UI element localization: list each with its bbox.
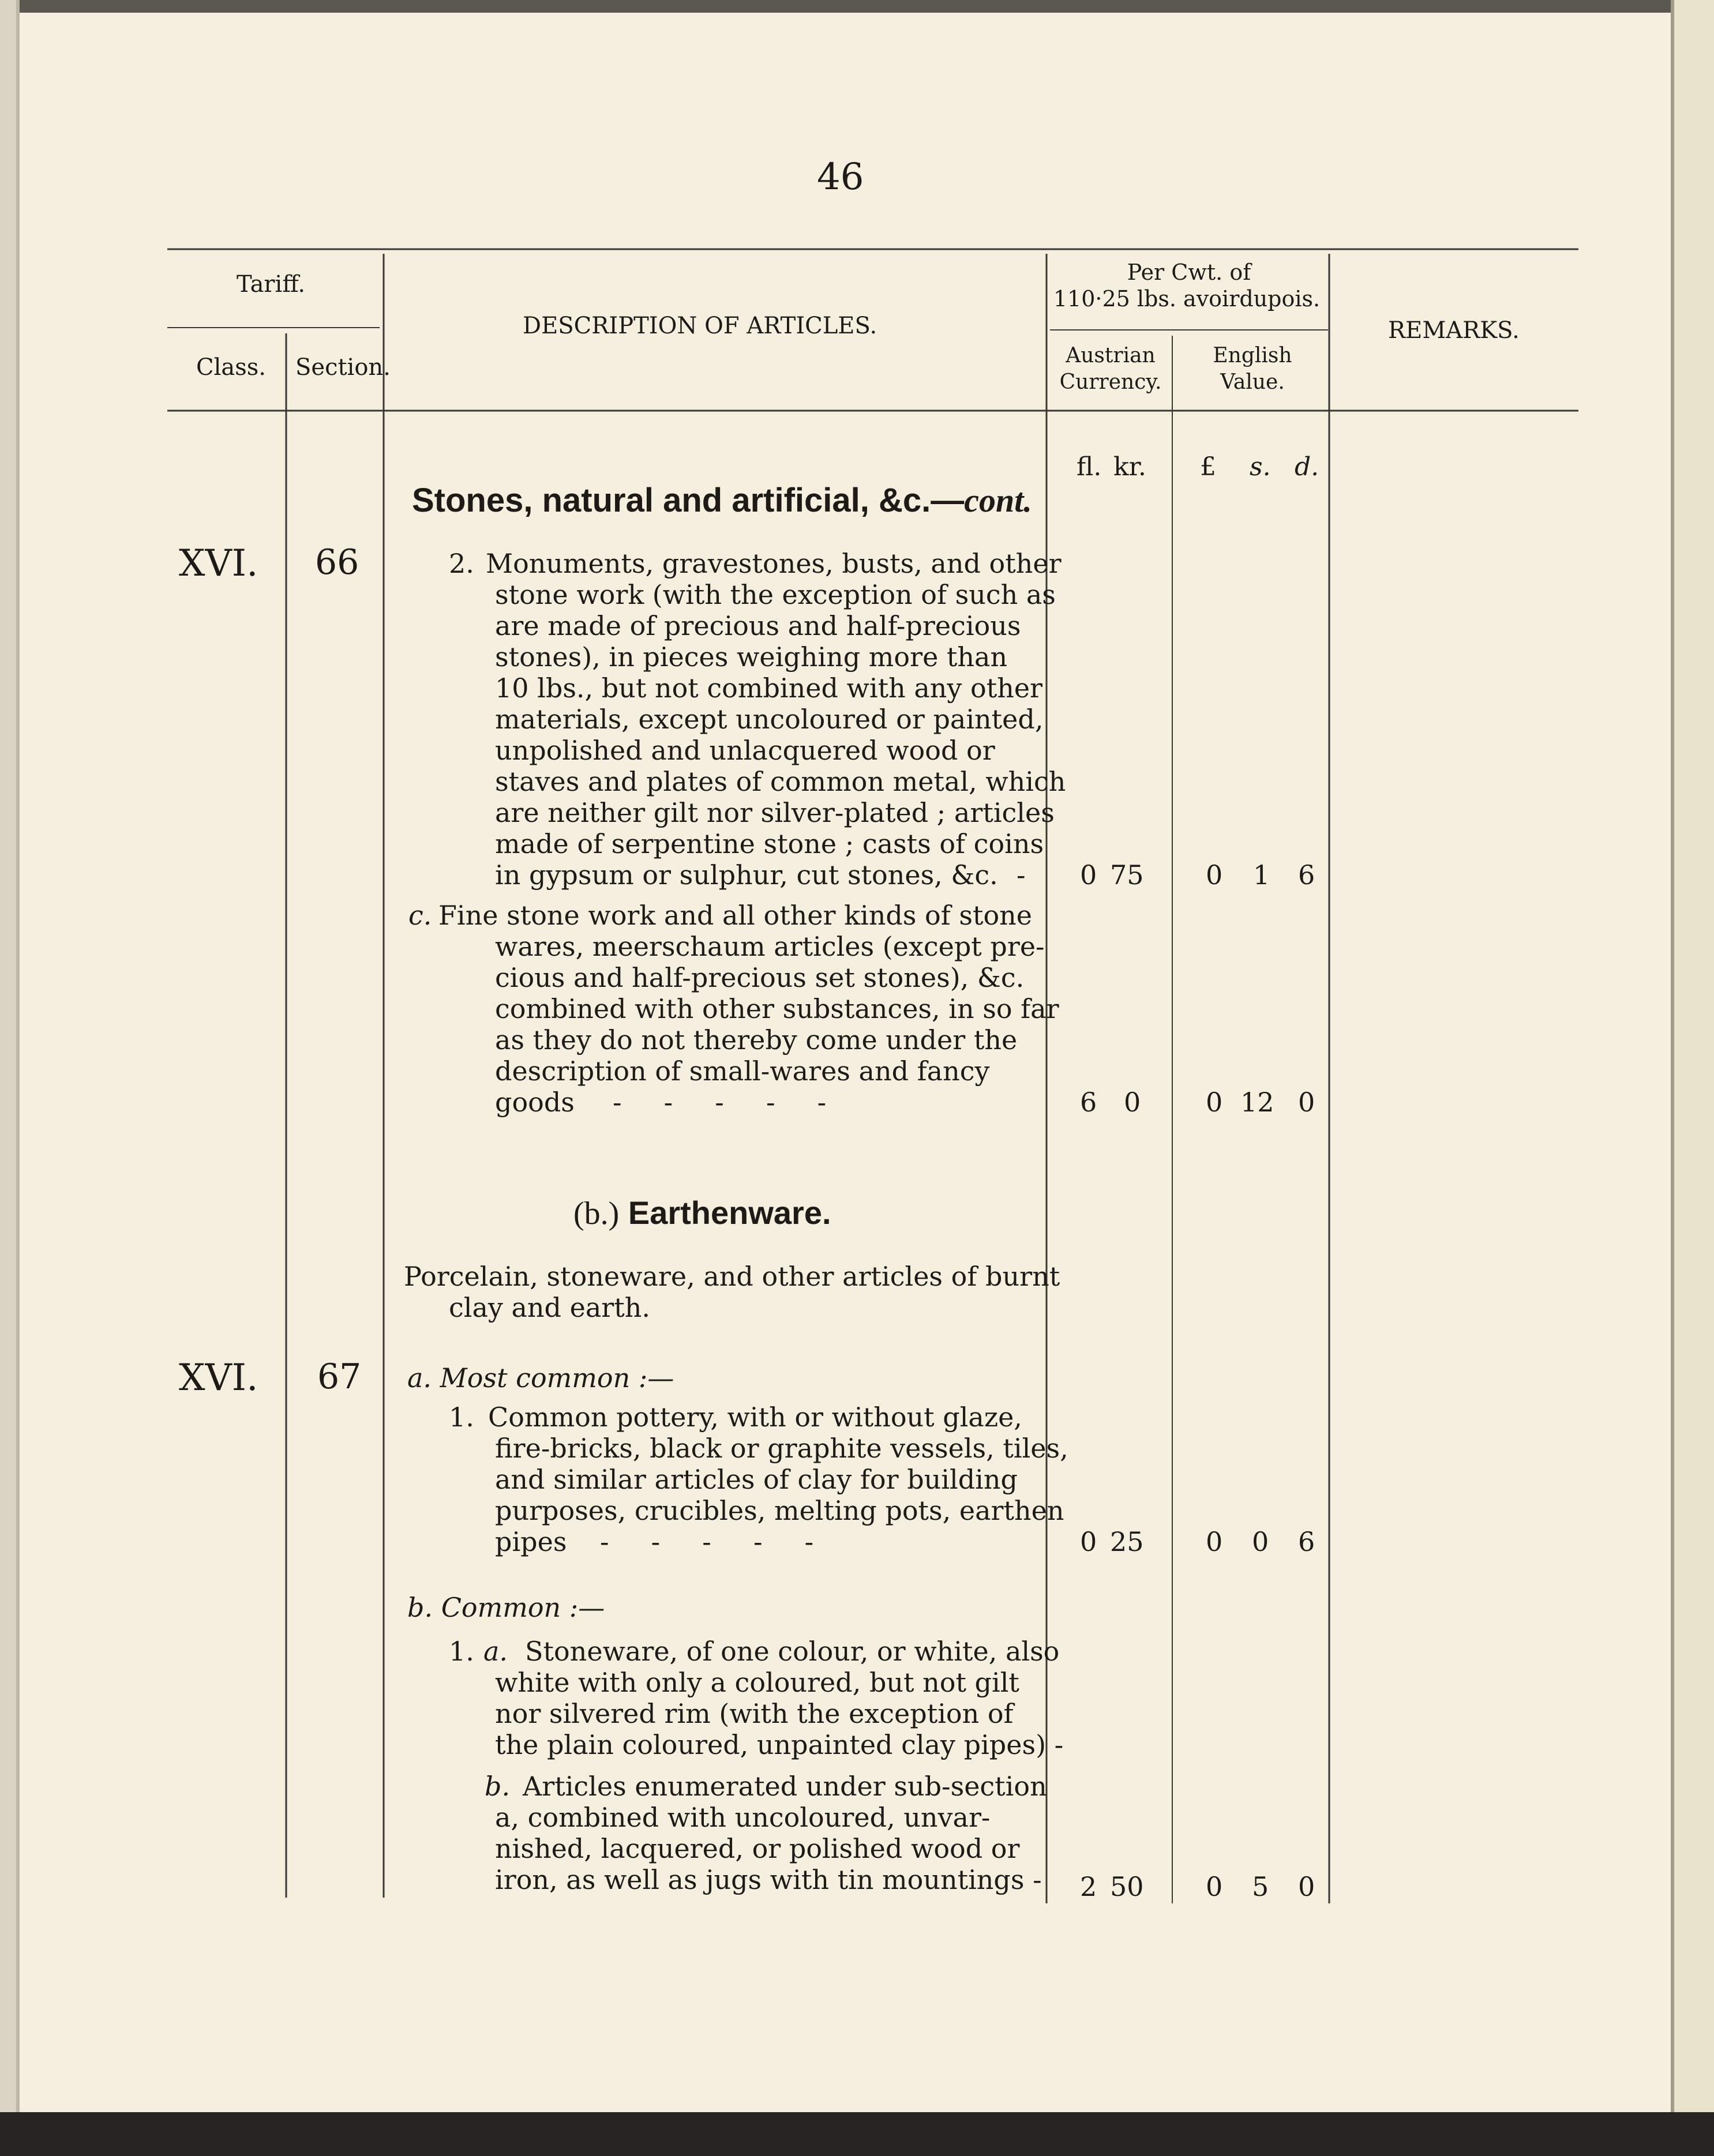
item2-number: 2.	[449, 548, 474, 579]
unit-pence-text: d.	[1295, 452, 1319, 482]
header-english-1: English	[1213, 344, 1292, 367]
b-shillings: 5	[1252, 1871, 1269, 1902]
itemc-line-3: cious and half-precious set stones), &c.	[495, 962, 1025, 993]
item2-line-9: are neither gilt nor silver-plated ; articles	[495, 797, 1055, 828]
b-pounds: 0	[1206, 1871, 1223, 1902]
b1a-line-4: the plain coloured, unpainted clay pipes) -	[495, 1729, 1064, 1760]
b1a-label: a.	[483, 1636, 508, 1667]
itemc-line-1: Fine stone work and all other kinds of stone	[438, 900, 1033, 931]
itemc-line-7: goods	[495, 1087, 575, 1118]
unit-fl: fl.	[1077, 452, 1102, 482]
item2-line-4: stones), in pieces weighing more than	[495, 641, 1008, 673]
top-edge	[0, 0, 1714, 13]
b-heading: b. Common :—	[407, 1592, 605, 1623]
itemc-pounds: 0	[1206, 1087, 1223, 1118]
b-kr: 50	[1110, 1871, 1144, 1902]
item2-shillings: 1	[1253, 859, 1270, 891]
class-xvi-67: XVI.	[179, 1357, 258, 1399]
item2-line-3: are made of precious and half-precious	[495, 610, 1021, 641]
heading-earthenware-label: (b.)	[573, 1196, 620, 1231]
a1-line-3: and similar articles of clay for building	[495, 1464, 1018, 1495]
header-austrian-2: Currency.	[1059, 370, 1162, 394]
b1a-line-3: nor silvered rim (with the exception of	[495, 1698, 1014, 1729]
section-66: 66	[315, 542, 359, 583]
itemc-line-6: description of small-wares and fancy	[495, 1056, 990, 1087]
a1-line-2: fire-bricks, black or graphite vessels, tiles,	[495, 1433, 1068, 1464]
item2-pounds: 0	[1206, 859, 1223, 891]
item2-line-2: stone work (with the exception of such as	[495, 579, 1056, 610]
item2-line-1: Monuments, gravestones, busts, and other	[486, 548, 1062, 579]
item2-pence: 6	[1298, 859, 1315, 891]
b1b-line-2: a, combined with uncoloured, unvar-	[495, 1802, 991, 1833]
b1a-line-2: white with only a coloured, but not gilt	[495, 1667, 1019, 1698]
unit-pence	[1295, 452, 1319, 482]
itemc-line-4: combined with other substances, in so far	[495, 993, 1059, 1024]
header-remarks: REMARKS.	[1388, 317, 1520, 344]
item2-line-6: materials, except uncoloured or painted,	[495, 704, 1044, 735]
unit-pound: £	[1200, 452, 1216, 482]
header-per-cwt-2: 110·25 lbs. avoirdupois.	[1053, 286, 1321, 311]
itemc-shillings: 12	[1240, 1087, 1274, 1118]
intro-line-1: Porcelain, stoneware, and other articles of burnt	[404, 1261, 1060, 1292]
header-per-cwt-1: Per Cwt. of	[1127, 260, 1251, 285]
item2-leader: -	[1017, 859, 1026, 891]
item2-kr: 75	[1110, 859, 1144, 891]
heading-stones-cont: cont.	[964, 482, 1032, 519]
header-section: Section.	[295, 354, 391, 381]
a1-fl: 0	[1080, 1526, 1097, 1557]
item2-line-10: made of serpentine stone ; casts of coins	[495, 828, 1044, 859]
itemc-label: c.	[408, 900, 432, 931]
b-fl: 2	[1080, 1871, 1097, 1902]
a1-line-1: Common pottery, with or without glaze,	[488, 1402, 1022, 1433]
right-edge-line	[1671, 0, 1674, 2156]
a1-pence: 6	[1298, 1526, 1315, 1557]
item2-line-11: in gypsum or sulphur, cut stones, &c.	[495, 859, 998, 891]
b1a-number: 1.	[449, 1636, 474, 1667]
b1b-line-3: nished, lacquered, or polished wood or	[495, 1833, 1020, 1864]
header-tariff: Tariff.	[237, 271, 306, 298]
heading-earthenware	[573, 1194, 831, 1232]
itemc-line-2: wares, meerschaum articles (except pre-	[495, 931, 1045, 962]
a1-kr: 25	[1110, 1526, 1144, 1557]
b1b-label: b.	[485, 1771, 511, 1802]
section-67: 67	[317, 1357, 362, 1397]
left-gutter-line	[16, 0, 20, 2156]
unit-kr: kr.	[1113, 452, 1146, 482]
itemc-kr: 0	[1124, 1087, 1141, 1118]
class-xvi-66: XVI.	[179, 542, 258, 585]
unit-shilling-text: s.	[1250, 452, 1271, 482]
item2-line-8: staves and plates of common metal, which	[495, 766, 1066, 797]
b-pence: 0	[1298, 1871, 1315, 1902]
b1a-line-1: Stoneware, of one colour, or white, also	[525, 1636, 1060, 1667]
itemc-fl: 6	[1080, 1087, 1097, 1118]
heading-stones	[412, 481, 1032, 520]
itemc-line-5: as they do not thereby come under the	[495, 1024, 1018, 1056]
unit-shilling	[1250, 452, 1271, 482]
intro-line-2: clay and earth.	[449, 1292, 650, 1323]
a1-number: 1.	[449, 1402, 474, 1433]
itemc-pence: 0	[1298, 1087, 1315, 1118]
b1b-line-4: iron, as well as jugs with tin mountings -	[495, 1864, 1042, 1895]
heading-earthenware-text: Earthenware.	[628, 1195, 831, 1231]
right-page-edge	[1673, 0, 1714, 2156]
scanner-bottom	[0, 2112, 1714, 2156]
a-heading: a. Most common :—	[407, 1362, 674, 1393]
page-number: 46	[817, 156, 864, 198]
left-margin-shadow	[0, 0, 16, 2156]
item2-fl: 0	[1080, 859, 1097, 891]
b1b-line-1: Articles enumerated under sub-section	[523, 1771, 1047, 1802]
a1-line-4: purposes, crucibles, melting pots, earthen	[495, 1495, 1064, 1526]
heading-stones-text: Stones, natural and artificial, &c.—	[412, 482, 965, 519]
a1-leaders: - - - - -	[600, 1526, 814, 1557]
a1-shillings: 0	[1252, 1526, 1269, 1557]
a1-pounds: 0	[1206, 1526, 1223, 1557]
header-description: DESCRIPTION OF ARTICLES.	[523, 313, 877, 339]
header-class: Class.	[196, 354, 267, 381]
a1-line-5: pipes	[495, 1526, 567, 1557]
item2-line-7: unpolished and unlacquered wood or	[495, 735, 995, 766]
header-austrian-1: Austrian	[1066, 344, 1156, 367]
item2-line-5: 10 lbs., but not combined with any other	[495, 673, 1043, 704]
itemc-leaders: - - - - -	[613, 1087, 827, 1118]
header-english-2: Value.	[1220, 370, 1285, 394]
